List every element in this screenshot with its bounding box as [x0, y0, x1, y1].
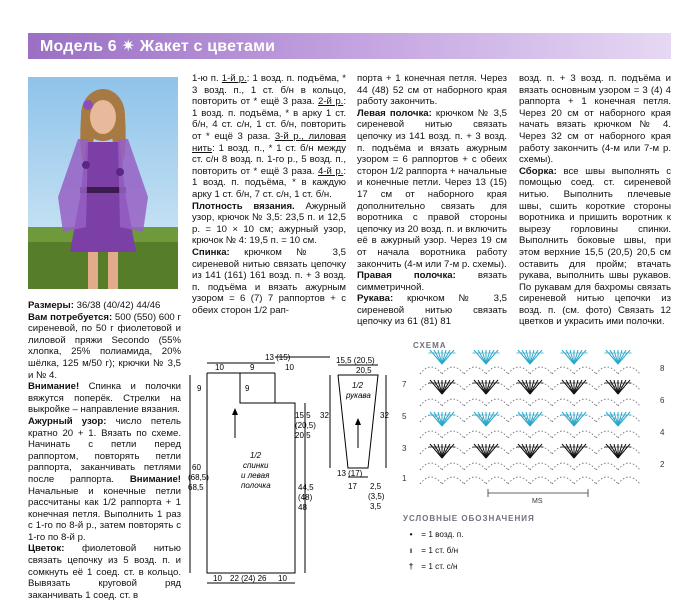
text-column-4: [519, 73, 671, 328]
row-number-right: 8: [660, 364, 665, 373]
chain-arch: [574, 431, 596, 438]
dc-stitch: [566, 444, 574, 458]
chain-arch: [464, 463, 486, 470]
body-label-4: полочка: [241, 481, 271, 490]
text-fragment: : 1 возд. п. подъёма, * в каждую арку 1 ст. б/н, 7 ст. с/н, 1 ст. б/н.: [192, 165, 347, 200]
chain-arch: [420, 431, 442, 438]
chain-arch: [464, 431, 486, 438]
pattern-text-1: число петель кратно 20 + 1. Вязать по схеме. Начинать с петли перед раппортом, повторять петли раппорта, заканчивать петлями после раппорта.: [28, 415, 181, 485]
sizes-value: 36/38 (40/42) 44/46: [73, 300, 161, 311]
sleeve-bottom-r-1: 2,5: [370, 482, 382, 491]
dc-stitch: [522, 444, 530, 458]
dim-left-2: 9: [245, 384, 250, 393]
dim-top-1: 10: [215, 363, 224, 372]
text-column-1: [28, 300, 181, 601]
chain-arch: [464, 367, 486, 374]
row-number-right: 6: [660, 396, 665, 405]
sleeve-left: 32: [320, 411, 329, 420]
dc-stitch: [478, 444, 486, 458]
pattern-label: Ажурный узор:: [28, 415, 107, 427]
dim-left-1: 9: [197, 384, 202, 393]
chain-arch: [596, 477, 618, 484]
chain-arch: [486, 431, 508, 438]
pattern-attention: Внимание!: [129, 473, 181, 485]
chain-arch: [574, 477, 596, 484]
chain-arch: [420, 399, 442, 406]
chain-arch: [420, 477, 442, 484]
dim-left-height-2: (68,5): [188, 473, 209, 482]
chain-arch: [596, 431, 618, 438]
row-number-right: 4: [660, 428, 665, 437]
back-label: Спинка:: [192, 246, 230, 258]
legend-text: = 1 ст. б/н: [421, 546, 459, 555]
row-4-label: 4-й р.: [317, 165, 344, 177]
body-label-3: и левая: [241, 471, 270, 480]
chain-arch: [530, 367, 552, 374]
chain-arch: [596, 367, 618, 374]
sleeve-top: 15,5 (20,5): [336, 356, 375, 365]
text-fragment: : 1 возд. п. подъёма, * 3 возд. п., 1 ст. б/н в кольцо, повторить от * ещё 3 раза.: [192, 73, 346, 108]
row-number-left: 1: [402, 474, 407, 483]
sleeve-right: 32: [380, 411, 389, 420]
sleeves-text: крючком № 3,5 сиреневой нитью связать цепочку из 61 (81) 81: [357, 293, 507, 328]
dim-bottom-2: 22 (24) 26: [230, 574, 267, 583]
chain-arch: [574, 463, 596, 470]
dc-stitch: [522, 350, 530, 364]
chain-arch: [442, 367, 464, 374]
sleeve-pattern-diagram: [318, 353, 398, 513]
left-front-text: крючком № 3,5 сиреневой нитью связать цепочку из 141 возд. п. + 3 возд. п. подъёма и вязать ажурным узором = 6 раппортов + с обеих сторон 1/2 раппорта + начальные и конечные петли. Через 13 (15) 17 см от наборного края дополнительно связать для воротника с правой стороны цепочку из 20 возд. п. и включить её в ажурный узор. Через 19 см от начала воротника работу закончить (4-м или 7-м р. схемы).: [357, 107, 508, 270]
text-column-2: [192, 73, 346, 316]
chain-arch: [574, 367, 596, 374]
chain-arch: [552, 367, 574, 374]
chain-arch: [486, 477, 508, 484]
text-fragment: : 1 возд. п. подъёма, * в арку 1 ст. б/н, 4 ст. с/н, 1 ст. б/н, повторить от * ещё 3 раза.: [192, 96, 347, 142]
dim-top-2: 9: [250, 363, 255, 372]
back-text: крючком № 3,5 сиреневой нитью связать цепочку из 141 (161) 161 возд. п. + 3 возд. п. подъёма и вязать ажурным узором = 6 (7) 7 раппортов + с обеих сторон 1/2 рап-: [192, 246, 346, 316]
legend-item-chain: [403, 530, 464, 539]
chain-arch: [486, 463, 508, 470]
dc-stitch: [434, 444, 442, 458]
dc-stitch: [434, 350, 442, 364]
text-fragment: возд. п. + 3 возд. п. подъёма и вязать основным узором = 3 (4) 4 раппорта + 1 конечная петля. Через 20 см от наборного края начать вязать крючком № 4. Через 32 см от наборного края работу закончить (4-м или 7-м р. схемы).: [519, 73, 671, 166]
dc-stitch: [610, 444, 618, 458]
sizes-label: Размеры:: [28, 300, 74, 311]
dc-stitch: [478, 412, 486, 426]
chain-arch: [464, 399, 486, 406]
dc-stitch: [478, 350, 486, 364]
text-fragment: порта + 1 конечная петля. Через 44 (48) 52 см от наборного края работу закончить.: [357, 73, 507, 108]
legend-title: УСЛОВНЫЕ ОБОЗНАЧЕНИЯ: [403, 514, 535, 523]
chain-arch: [552, 463, 574, 470]
chain-arch: [618, 399, 640, 406]
chain-stitch-icon: •: [409, 530, 413, 539]
chain-arch: [508, 399, 530, 406]
chain-arch: [574, 399, 596, 406]
left-front-label: Левая полочка:: [357, 107, 432, 119]
page-title: Модель 6 ✷ Жакет с цветами: [40, 38, 276, 55]
chain-arch: [530, 399, 552, 406]
row-number-left: 3: [402, 444, 407, 453]
repeat-label: MS: [532, 498, 543, 505]
schema-title: СХЕМА: [413, 341, 447, 350]
chain-arch: [442, 477, 464, 484]
chain-arch: [420, 463, 442, 470]
dim-right-height-2: (48): [298, 493, 313, 502]
dc-stitch: [434, 380, 442, 394]
dim-left-height-1: 60: [192, 463, 201, 472]
row-1-label: 1-й р.: [221, 73, 247, 84]
text-fragment: : 1 возд. п., * 1 ст. б/н между ст. с/н 8 возд. п. 1-го р., 5 возд. п., повторить от * ещё 3 раза.: [192, 142, 346, 177]
row-2-label: 2-й р.: [317, 96, 344, 108]
assembly-text: все швы выполнять с помощью соед. ст. сиреневой нитью. Выполнить плечевые швы, сшить короткие стороны воротника и пришить воротник к вырезу горловины спинки. Выполнить боковые швы, при этом верхние 15,5 (20,5) 20,5 см оставить для пройм; втачать рукава, выполнить швы рукавов. По рукавам для бахромы связать сиреневой нитью цепочки из возд. п. (см. фото) Связать 12 цветков и украсить ими полочки.: [519, 165, 671, 328]
sleeve-bottom-r-3: 3,5: [370, 502, 382, 511]
dc-stitch: [566, 412, 574, 426]
sleeve-bottom-r-2: (3,5): [368, 492, 385, 501]
assembly-label: Сборка:: [519, 165, 557, 177]
row-number-right: 2: [660, 460, 665, 469]
chain-arch: [530, 431, 552, 438]
chain-arch: [530, 463, 552, 470]
chain-arch: [508, 477, 530, 484]
dc-stitch: [610, 350, 618, 364]
text-column-3: [357, 73, 507, 328]
chain-arch: [442, 463, 464, 470]
chain-arch: [618, 463, 640, 470]
row-3-label: 3-й р., лиловая нить: [192, 130, 347, 154]
chain-arch: [596, 399, 618, 406]
chain-arch: [552, 399, 574, 406]
chain-arch: [486, 367, 508, 374]
row-number-left: 5: [402, 412, 407, 421]
legend-item-sc: [403, 546, 458, 555]
chain-arch: [618, 477, 640, 484]
right-front-label: Правая полочка:: [357, 270, 456, 282]
pattern-text-2: Начальные и конечные петли рассчитаны как 1/2 раппорта + 1 конечная петля. Выполнить 1 раз с 1-го по 8-й р., затем повторять с 1-го по 8-й р.: [28, 485, 181, 543]
sleeve-bottom-2: 17: [348, 482, 357, 491]
legend-item-dc: [403, 562, 458, 571]
dim-top-right: 13 (15): [265, 353, 291, 362]
single-crochet-icon: ı: [409, 546, 413, 555]
chain-arch: [530, 477, 552, 484]
model-photo: [28, 77, 178, 289]
dim-right-2: (20,5): [295, 421, 316, 430]
chain-arch: [596, 463, 618, 470]
double-crochet-icon: †: [408, 562, 414, 571]
legend-text: = 1 возд. п.: [421, 530, 464, 539]
dc-stitch: [566, 350, 574, 364]
sleeve-label-1: 1/2: [352, 381, 364, 390]
chain-arch: [486, 399, 508, 406]
chain-arch: [420, 367, 442, 374]
chain-arch: [508, 367, 530, 374]
dc-stitch: [522, 412, 530, 426]
chain-arch: [464, 477, 486, 484]
dim-bottom-1: 10: [213, 574, 222, 583]
attention-label: Внимание!: [28, 381, 80, 393]
legend-text: = 1 ст. с/н: [421, 562, 458, 571]
dim-top-3: 10: [285, 363, 294, 372]
attention-text: Спинка и полочки вяжутся поперёк. Стрелки на выкройке – направление вязания.: [28, 381, 181, 416]
dc-stitch: [478, 380, 486, 394]
sleeve-label-2: рукава: [346, 391, 371, 400]
chain-arch: [442, 399, 464, 406]
chain-arch: [552, 431, 574, 438]
dim-right-height-1: 44,5: [298, 483, 314, 492]
dim-right-3: 20,5: [295, 431, 311, 440]
right-front-text: вязать симметричной.: [357, 270, 508, 293]
materials-text: 500 (550) 600 г сиреневой, по 50 г фиолетовой и лиловой пряжи Secondo (55% хлопка, 25% полиамида, 20% шёлка, 125 м/50 г); крючки № 3,5 и № 4.: [28, 311, 181, 381]
density-label: Плотность вязания.: [192, 200, 295, 212]
dim-left-height-3: 68,5: [188, 483, 204, 492]
chain-arch: [508, 431, 530, 438]
row-number-left: 7: [402, 380, 407, 389]
dc-stitch: [434, 412, 442, 426]
chain-arch: [552, 477, 574, 484]
sleeve-top-2: 20,5: [356, 366, 372, 375]
dim-right-height-3: 48: [298, 503, 307, 512]
sleeve-bottom: 13 (17): [337, 469, 363, 478]
text-fragment: 1-ю п.: [192, 73, 222, 84]
dc-stitch: [522, 380, 530, 394]
flower-text: фиолетовой нитью связать цепочку из 5 возд. п. и сомкнуть её 1 соед. ст. в кольцо. Вывязать круговой ряд заканчивать 1 соед. ст. в: [28, 543, 181, 601]
flower-label: Цветок:: [28, 543, 65, 555]
dc-stitch: [610, 380, 618, 394]
chain-arch: [618, 367, 640, 374]
body-label-1: 1/2: [250, 451, 262, 460]
density-text: Ажурный узор, крючок № 3,5: 23,5 п. и 12,5 р. = 10 × 10 см; ажурный узор, крючок № 4: 19,5 п. = 10 см.: [192, 200, 346, 247]
dim-bottom-3: 10: [278, 574, 287, 583]
chain-arch: [442, 431, 464, 438]
dim-right-1: 15,5: [295, 411, 311, 420]
chain-arch: [508, 463, 530, 470]
materials-label: Вам потребуется:: [28, 311, 113, 323]
crochet-schema: [398, 350, 673, 505]
dc-stitch: [610, 412, 618, 426]
dc-stitch: [566, 380, 574, 394]
sleeves-label: Рукава:: [357, 293, 394, 305]
body-pattern-diagram: [185, 353, 335, 588]
chain-arch: [618, 431, 640, 438]
body-label-2: спинки: [243, 461, 269, 470]
